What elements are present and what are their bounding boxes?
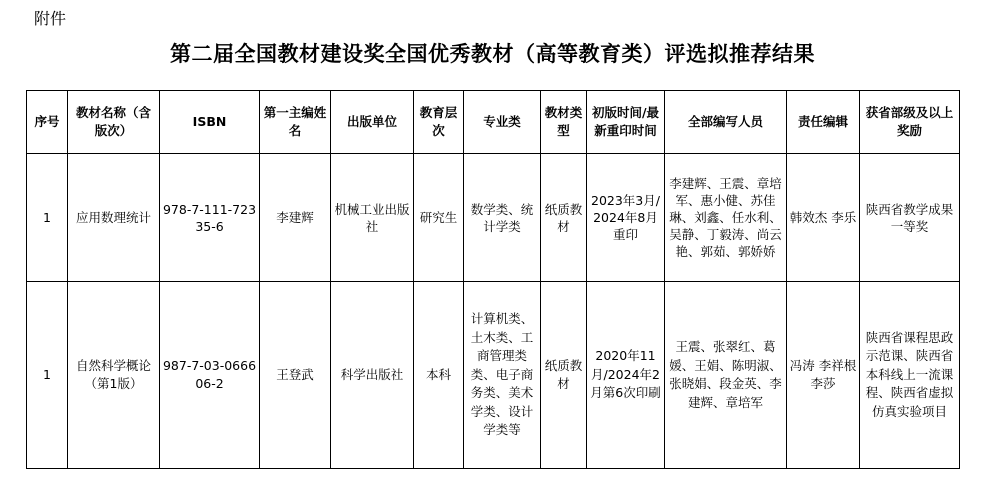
- col-header-publisher: 出版单位: [331, 91, 414, 154]
- cell-type: 纸质教材: [541, 282, 587, 469]
- cell-authors: 李建辉、王震、章培军、惠小健、苏佳琳、刘鑫、任水利、吴静、丁毅涛、尚云艳、郭茹、郭娇娇: [665, 154, 787, 282]
- cell-editors: 冯涛 李祥根 李莎: [787, 282, 860, 469]
- cell-authors: 王震、张翠红、葛媛、王娟、陈明淑、张晓娟、段金英、李建辉、章培军: [665, 282, 787, 469]
- cell-no: 1: [27, 282, 68, 469]
- cell-chief-editor: 李建辉: [260, 154, 331, 282]
- col-header-editors: 责任编辑: [787, 91, 860, 154]
- col-header-dates: 初版时间/最新重印时间: [587, 91, 665, 154]
- table-row: [27, 282, 960, 469]
- col-header-awards: 获省部级及以上奖励: [860, 91, 960, 154]
- col-header-level: 教育层次: [414, 91, 464, 154]
- cell-chief-editor: 王登武: [260, 282, 331, 469]
- cell-dates: 2020年11月/2024年2月第6次印刷: [587, 282, 665, 469]
- cell-awards: 陕西省课程思政示范课、陕西省本科线上一流课程、陕西省虚拟仿真实验项目: [860, 282, 960, 469]
- col-header-type: 教材类型: [541, 91, 587, 154]
- page-title: 第二届全国教材建设奖全国优秀教材（高等教育类）评选拟推荐结果: [170, 41, 815, 66]
- cell-name: 应用数理统计: [68, 154, 160, 282]
- cell-level: 研究生: [414, 154, 464, 282]
- cell-name: 自然科学概论（第1版）: [68, 282, 160, 469]
- col-header-isbn: ISBN: [160, 91, 260, 154]
- col-header-authors: 全部编写人员: [665, 91, 787, 154]
- cell-major: 数学类、统计学类: [464, 154, 541, 282]
- col-header-name: 教材名称（含版次）: [68, 91, 160, 154]
- cell-publisher: 机械工业出版社: [331, 154, 414, 282]
- cell-dates: 2023年3月/2024年8月重印: [587, 154, 665, 282]
- col-header-major: 专业类: [464, 91, 541, 154]
- cell-level: 本科: [414, 282, 464, 469]
- cell-editors: 韩效杰 李乐: [787, 154, 860, 282]
- cell-major: 计算机类、土木类、工商管理类类、电子商务类、美术学类、设计学类等: [464, 282, 541, 469]
- cell-type: 纸质教材: [541, 154, 587, 282]
- cell-publisher: 科学出版社: [331, 282, 414, 469]
- table-row: [27, 154, 960, 282]
- cell-awards: 陕西省教学成果一等奖: [860, 154, 960, 282]
- cell-isbn: 978-7-111-72335-6: [160, 154, 260, 282]
- cell-isbn: 987-7-03-066606-2: [160, 282, 260, 469]
- col-header-chief-editor: 第一主编姓名: [260, 91, 331, 154]
- attachment-label: 附件: [34, 9, 67, 28]
- col-header-no: 序号: [27, 91, 68, 154]
- table-header-row: [27, 91, 960, 154]
- cell-no: 1: [27, 154, 68, 282]
- results-table: [26, 90, 960, 469]
